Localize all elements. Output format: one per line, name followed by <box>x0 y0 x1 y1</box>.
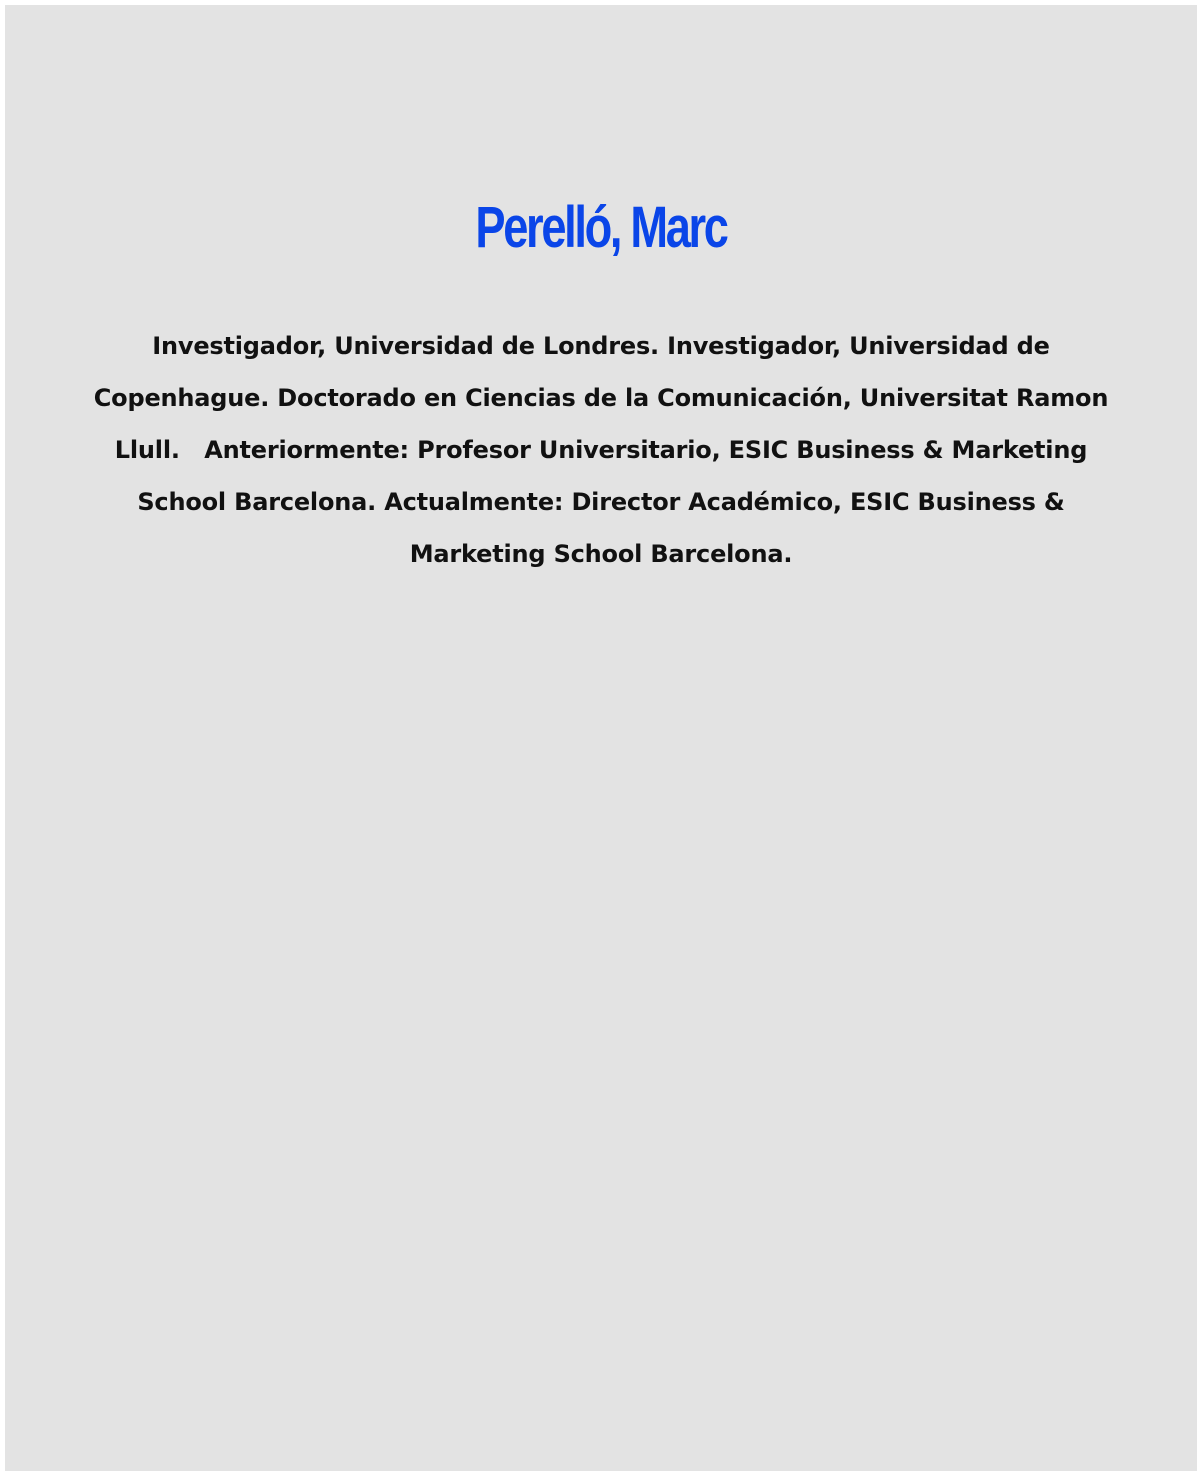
profile-bio: Investigador, Universidad de Londres. Investigador, Universidad de Copenhague. Doctorado en Ciencias de la Comunicación, Universitat Ramon Llull. Anteriormente: Profesor Universitario, ESIC Business & Marketing School Barcelona. Actualmente: Director Académico, ESIC Business & Marketing School Barcelona. <box>93 332 1109 568</box>
profile-name: Perelló, Marc <box>475 195 727 260</box>
profile-card <box>5 5 1197 1471</box>
